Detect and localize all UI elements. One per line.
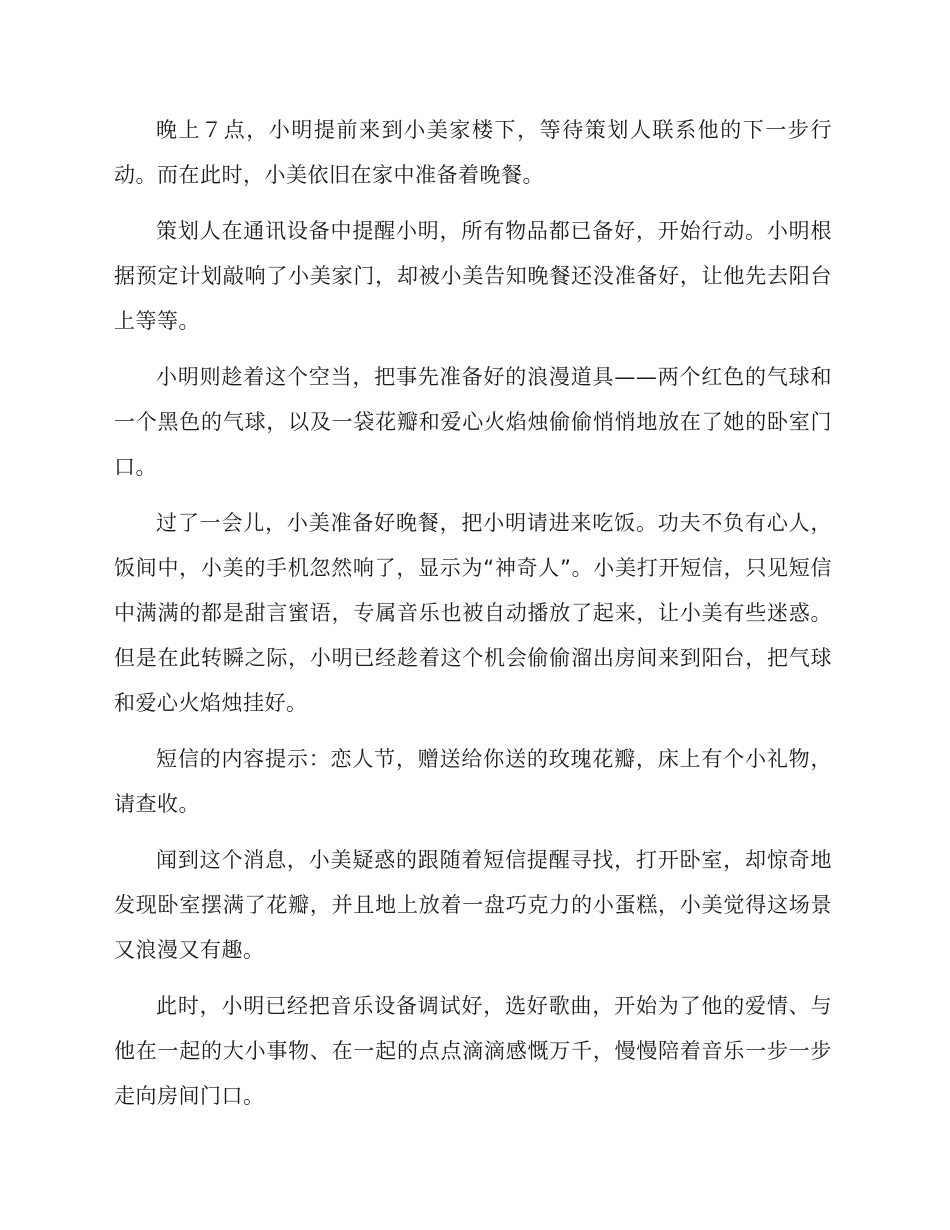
paragraph-3: 小明则趁着这个空当，把事先准备好的浪漫道具——两个红色的气球和一个黑色的气球，以及一袋花瓣和爱心火焰烛偷偷悄悄地放在了她的卧室门口。 (114, 365, 832, 479)
paragraph-5: 短信的内容提示：恋人节，赠送给你送的玫瑰花瓣，床上有个小礼物，请查收。 (114, 747, 832, 816)
paragraph-7: 此时，小明已经把音乐设备调试好，选好歌曲，开始为了他的爱情、与他在一起的大小事物、在一起的点点滴滴感慨万千，慢慢陪着音乐一步一步走向房间门口。 (114, 994, 832, 1108)
paragraph-1: 晚上７点，小明提前来到小美家楼下，等待策划人联系他的下一步行动。而在此时，小美依旧在家中准备着晚餐。 (114, 118, 832, 187)
paragraph-2: 策划人在通讯设备中提醒小明，所有物品都已备好，开始行动。小明根据预定计划敲响了小美家门，却被小美告知晚餐还没准备好，让他先去阳台上等等。 (114, 219, 832, 333)
paragraph-6: 闻到这个消息，小美疑惑的跟随着短信提醒寻找，打开卧室，却惊奇地发现卧室摆满了花瓣，并且地上放着一盘巧克力的小蛋糕，小美觉得这场景又浪漫又有趣。 (114, 848, 832, 962)
paragraph-4: 过了一会儿，小美准备好晚餐，把小明请进来吃饭。功夫不负有心人，饭间中，小美的手机忽然响了，显示为“神奇人”。小美打开短信，只见短信中满满的都是甜言蜜语，专属音乐也被自动播放了起来，让小美有些迷惑。但是在此转瞬之际，小明已经趁着这个机会偷偷溜出房间来到阳台，把气球和爱心火焰烛挂好。 (114, 511, 832, 715)
document-page (114, 108, 832, 1130)
